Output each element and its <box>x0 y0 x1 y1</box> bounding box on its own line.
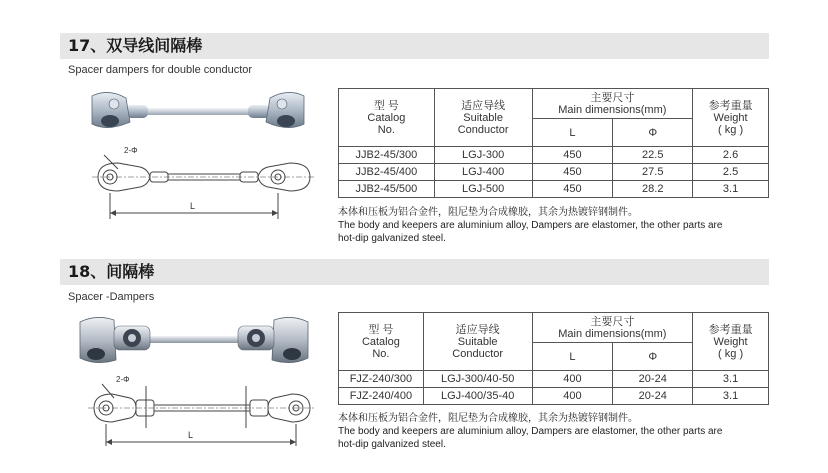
hole-label: 2-Φ <box>124 146 138 155</box>
section-subtitle: Spacer -Dampers <box>68 291 155 303</box>
weight-header: 参考重量 Weight ( kg ) <box>693 89 769 147</box>
hole-label: 2-Φ <box>116 375 130 384</box>
spacer-damper-photo <box>78 86 318 142</box>
section-title: 17、双导线间隔棒 <box>68 36 203 55</box>
dim-l-header: L <box>532 119 613 147</box>
catalog-header: 型 号 Catalog No. <box>339 89 435 147</box>
spacer-photo <box>74 310 314 370</box>
dim-phi-header: Φ <box>613 343 693 371</box>
table-row: FJZ-240/300 LGJ-300/40-50 400 20-24 3.1 <box>339 371 769 388</box>
section-title: 18、间隔棒 <box>68 262 155 281</box>
dimensions-header: 主要尺寸 Main dimensions(mm) <box>532 89 693 119</box>
length-label: L <box>188 430 194 440</box>
table-row: FJZ-240/400 LGJ-400/35-40 400 20-24 3.1 <box>339 388 769 405</box>
dim-phi-header: Φ <box>613 119 693 147</box>
catalog-header: 型 号 Catalog No. <box>339 313 424 371</box>
spec-table <box>338 312 769 405</box>
spacer-drawing <box>86 372 318 450</box>
material-note: 本体和压板为铝合金件，阻尼垫为合成橡胶，其余为热镀锌钢制件。 The body and keepers are aluminium alloy, Dampers are elastomer, the other parts are hot-dip galvanized steel. <box>338 413 723 450</box>
conductor-header: 适应导线 Suitable Conductor <box>434 89 532 147</box>
weight-header: 参考重量 Weight ( kg ) <box>693 313 769 371</box>
table-row: JJB2-45/500 LGJ-500 450 28.2 3.1 <box>339 181 769 198</box>
dim-l-header: L <box>532 343 613 371</box>
dimensions-header: 主要尺寸 Main dimensions(mm) <box>532 313 693 343</box>
table-row: JJB2-45/300 LGJ-300 450 22.5 2.6 <box>339 147 769 164</box>
table-row: JJB2-45/400 LGJ-400 450 27.5 2.5 <box>339 164 769 181</box>
section-subtitle: Spacer dampers for double conductor <box>68 64 253 76</box>
material-note: 本体和压板为铝合金件，阻尼垫为合成橡胶，其余为热镀锌钢制件。 The body and keepers are aluminium alloy, Dampers are elastomer, the other parts are hot-dip galvanized steel. <box>338 207 723 244</box>
section-header-bar <box>60 259 769 285</box>
spec-table <box>338 88 769 198</box>
length-label: L <box>190 201 196 211</box>
spacer-damper-drawing <box>88 143 320 223</box>
conductor-header: 适应导线 Suitable Conductor <box>423 313 532 371</box>
